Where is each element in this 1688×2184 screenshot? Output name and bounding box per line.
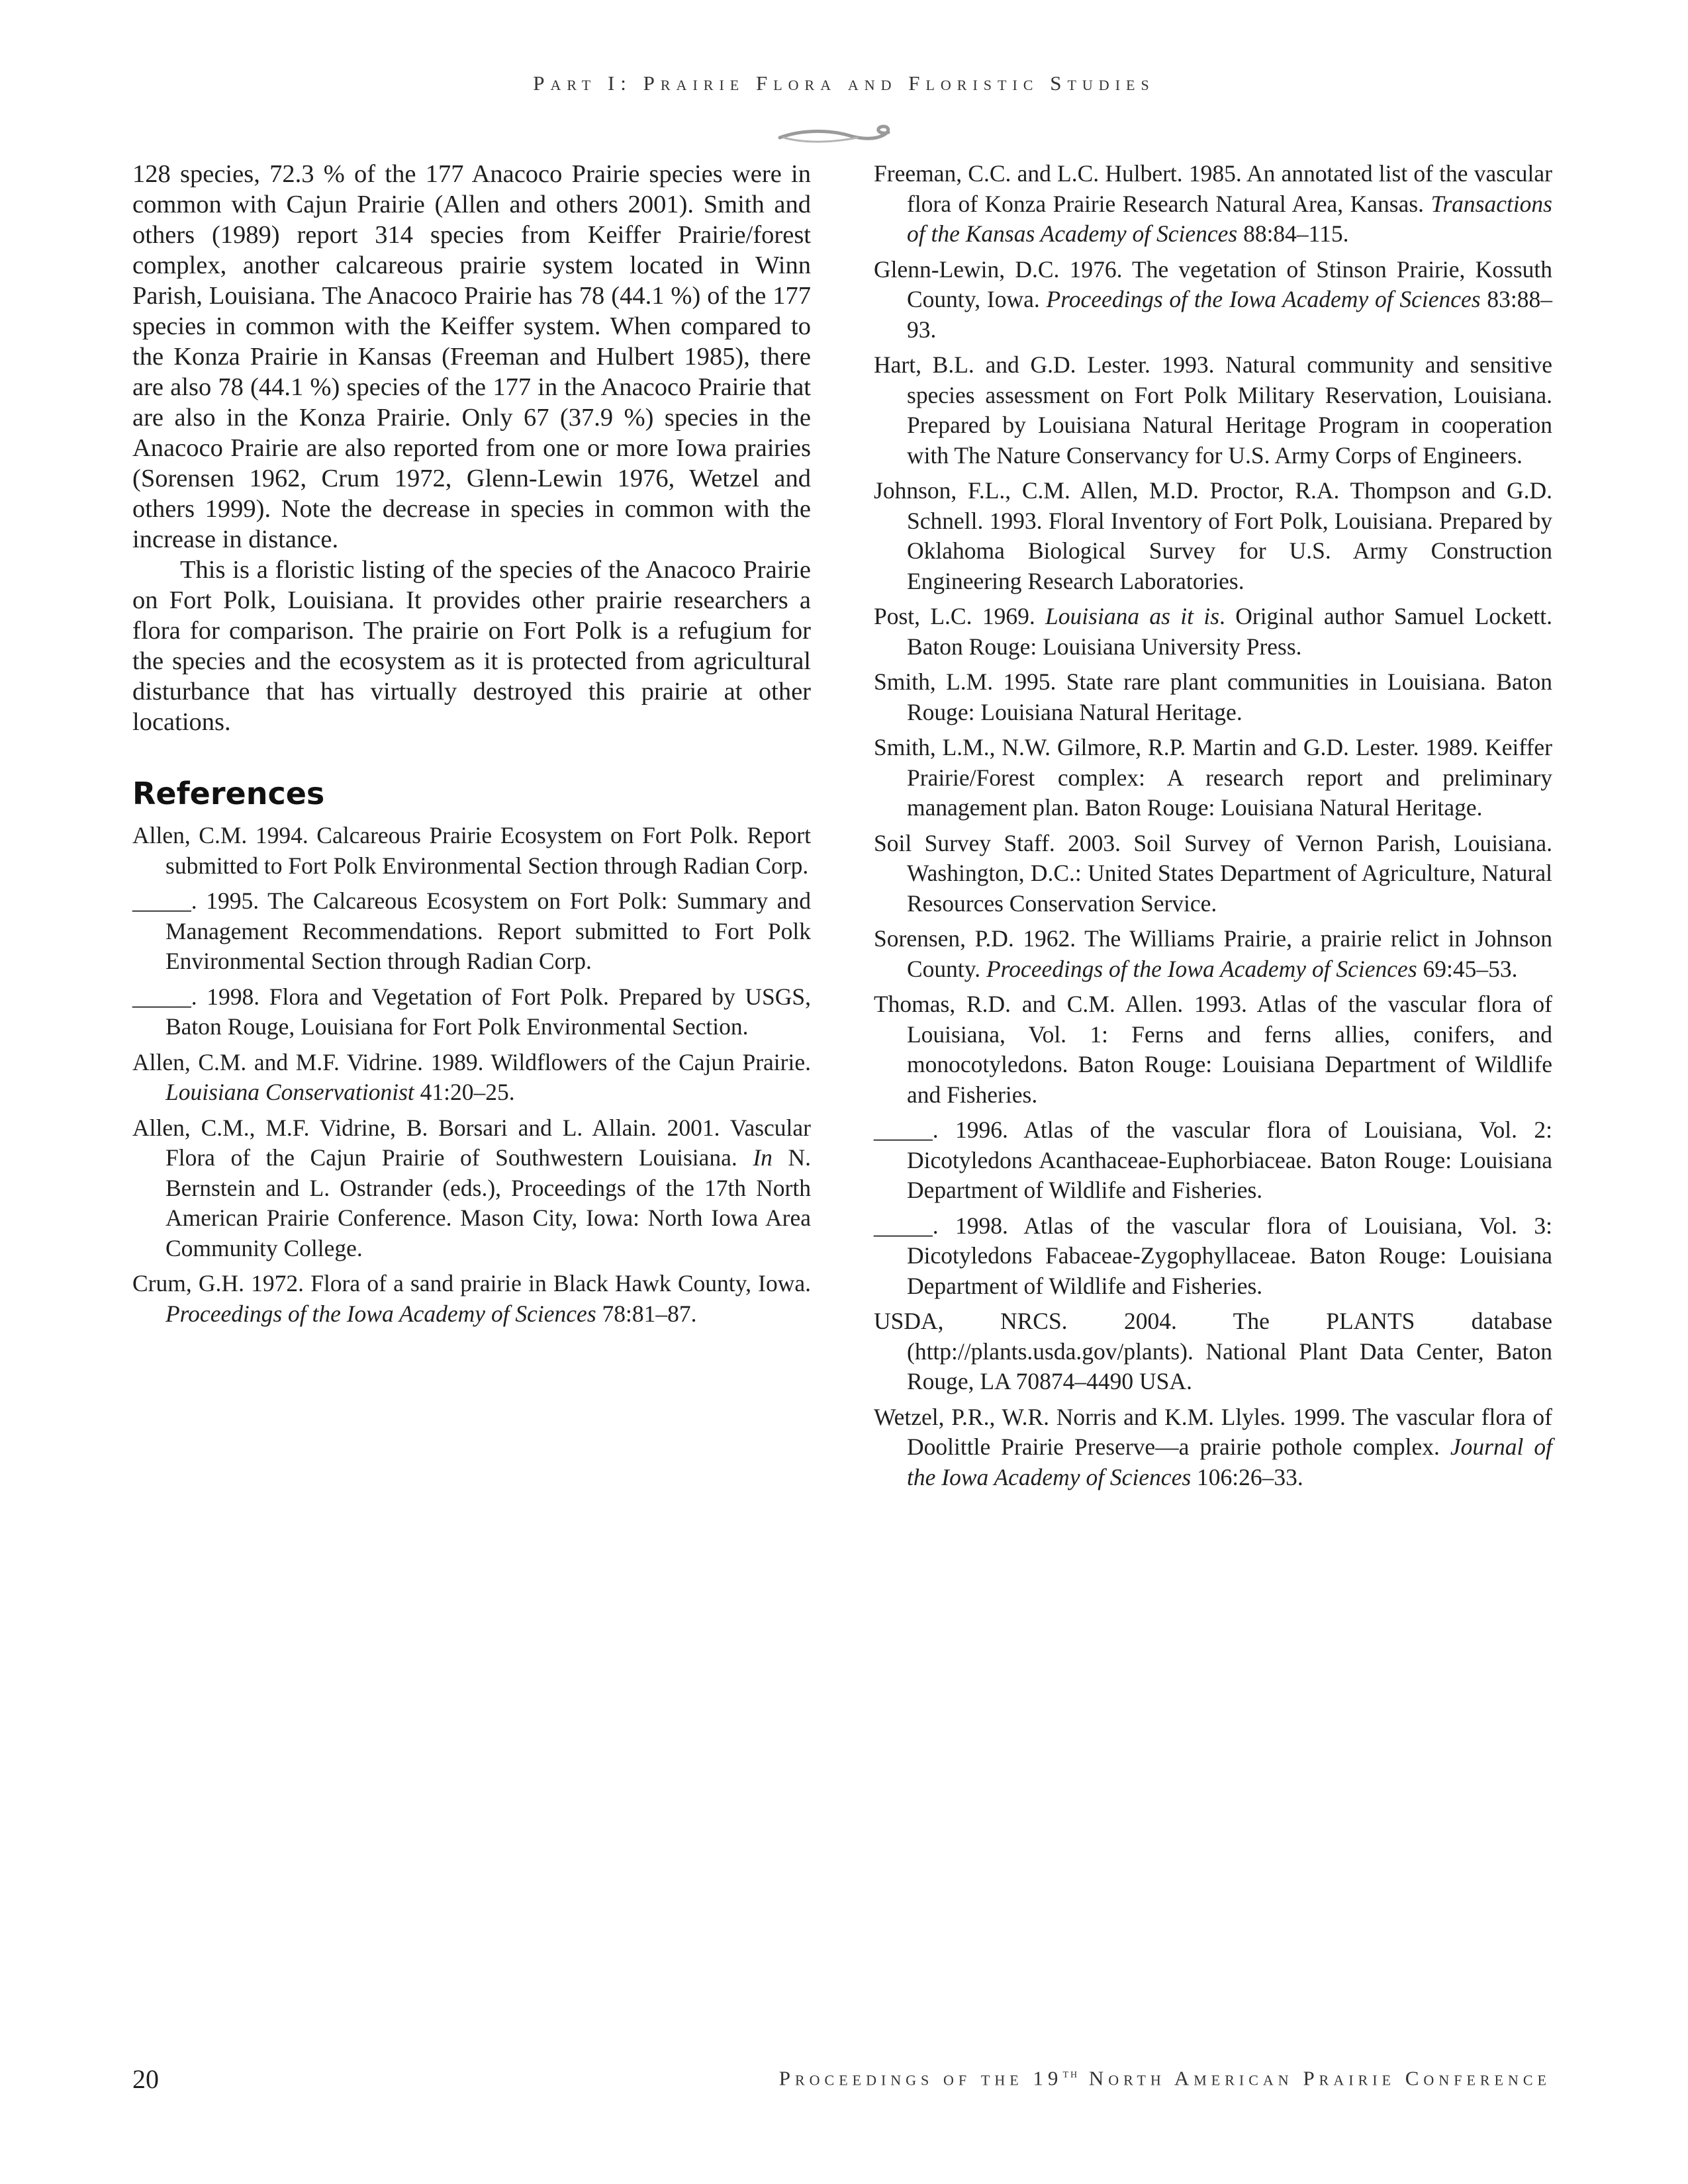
reference-item: _____. 1995. The Calcareous Ecosystem on Fort Polk: Summary and Management Recommendations. Report submitted to Fort Polk Environmental Section through Radian Corp.: [132, 887, 811, 974]
reference-item: Post, L.C. 1969. Louisiana as it is. Original author Samuel Lockett. Baton Rouge: Louisiana University Press.: [874, 603, 1552, 660]
reference-item: Smith, L.M. 1995. State rare plant communities in Louisiana. Baton Rouge: Louisiana Natural Heritage.: [874, 668, 1552, 725]
reference-item: Crum, G.H. 1972. Flora of a sand prairie in Black Hawk County, Iowa. Proceedings of the Iowa Academy of Sciences 78:81–87.: [132, 1270, 811, 1327]
reference-item: Soil Survey Staff. 2003. Soil Survey of Vernon Parish, Louisiana. Washington, D.C.: United States Department of Agriculture, Natural Resources Conservation Service.: [874, 829, 1552, 917]
left-column: [132, 159, 811, 1334]
reference-item: _____. 1998. Atlas of the vascular flora of Louisiana, Vol. 3: Dicotyledons Fabaceae-Zygophyllaceae. Baton Rouge: Louisiana Department of Wildlife and Fisheries.: [874, 1212, 1552, 1299]
reference-item: _____. 1996. Atlas of the vascular flora of Louisiana, Vol. 2: Dicotyledons Acanthaceae-Euphorbiaceae. Baton Rouge: Louisiana Department of Wildlife and Fisheries.: [874, 1116, 1552, 1203]
body-paragraph: This is a floristic listing of the species of the Anacoco Prairie on Fort Polk, Louisiana. It provides other prairie researchers a flora for comparison. The prairie on Fort Polk is a refugium for the species and the ecosystem as it is protected from agricultural disturbance that has virtually destroyed this prairie at other locations.: [132, 556, 811, 736]
references-list-right: [874, 159, 1552, 1492]
reference-item: Thomas, R.D. and C.M. Allen. 1993. Atlas of the vascular flora of Louisiana, Vol. 1: Ferns and ferns allies, conifers, and monocotyledons. Baton Rouge: Louisiana Department of Wildlife and Fisheries.: [874, 991, 1552, 1108]
running-head: Part I: Prairie Flora and Floristic Studies: [533, 71, 1155, 95]
reference-item: Freeman, C.C. and L.C. Hulbert. 1985. An annotated list of the vascular flora of Konza Prairie Research Natural Area, Kansas. Transactions of the Kansas Academy of Sciences 88:84–115.: [874, 160, 1552, 247]
reference-item: Johnson, F.L., C.M. Allen, M.D. Proctor, R.A. Thompson and G.D. Schnell. 1993. Floral Inventory of Fort Polk, Louisiana. Prepared by Oklahoma Biological Survey for U.S. Army Construction Engineering Research Laboratories.: [874, 477, 1552, 594]
reference-item: Allen, C.M. 1994. Calcareous Prairie Ecosystem on Fort Polk. Report submitted to Fort Polk Environmental Section through Radian Corp.: [132, 822, 811, 879]
references-heading: References: [132, 776, 325, 811]
page-number: 20: [132, 2064, 159, 2094]
reference-item: Sorensen, P.D. 1962. The Williams Prairie, a prairie relict in Johnson County. Proceedings of the Iowa Academy of Sciences 69:45–53.: [874, 925, 1552, 982]
reference-item: _____. 1998. Flora and Vegetation of Fort Polk. Prepared by USGS, Baton Rouge, Louisiana for Fort Polk Environmental Section.: [132, 983, 811, 1040]
reference-item: Allen, C.M. and M.F. Vidrine. 1989. Wildflowers of the Cajun Prairie. Louisiana Conservationist 41:20–25.: [132, 1048, 811, 1105]
reference-item: Smith, L.M., N.W. Gilmore, R.P. Martin and G.D. Lester. 1989. Keiffer Prairie/Forest complex: A research report and preliminary management plan. Baton Rouge: Louisiana Natural Heritage.: [874, 734, 1552, 821]
reference-item: Glenn-Lewin, D.C. 1976. The vegetation of Stinson Prairie, Kossuth County, Iowa. Proceedings of the Iowa Academy of Sciences 83:88–93.: [874, 255, 1552, 343]
reference-item: Wetzel, P.R., W.R. Norris and K.M. Llyles. 1999. The vascular flora of Doolittle Prairie Preserve—a prairie pothole complex. Journal of the Iowa Academy of Sciences 106:26–33.: [874, 1403, 1552, 1490]
reference-item: Hart, B.L. and G.D. Lester. 1993. Natural community and sensitive species assessment on Fort Polk Military Reservation, Louisiana. Prepared by Louisiana Natural Heritage Program in cooperation with The Nature Conservancy for U.S. Army Corps of Engineers.: [874, 351, 1552, 469]
body-paragraph: 128 species, 72.3 % of the 177 Anacoco Prairie species were in common with Cajun Prairie (Allen and others 2001). Smith and others (1989) report 314 species from Keiffer Prairie/forest complex, another calcareous prairie system located in Winn Parish, Louisiana. The Anacoco Prairie has 78 (44.1 %) of the 177 species in common with the Keiffer system. When compared to the Konza Prairie in Kansas (Freeman and Hulbert 1985), there are also 78 (44.1 %) species of the 177 in the Anacoco Prairie that are also in the Konza Prairie. Only 67 (37.9 %) species in the Anacoco Prairie are also reported from one or more Iowa prairies (Sorensen 1962, Crum 1972, Glenn-Lewin 1976, Wetzel and others 1999). Note the decrease in species in common with the increase in distance.: [132, 160, 811, 553]
references-list-left: [132, 821, 811, 1329]
reference-item: USDA, NRCS. 2004. The PLANTS database (http://plants.usda.gov/plants). National Plant Data Center, Baton Rouge, LA 70874–4490 USA.: [874, 1308, 1552, 1394]
footer-title: Proceedings of the 19th North American Prairie Conference: [778, 2066, 1551, 2090]
right-column: [874, 159, 1552, 1498]
reference-item: Allen, C.M., M.F. Vidrine, B. Borsari and L. Allain. 2001. Vascular Flora of the Cajun Prairie of Southwestern Louisiana. In N. Bernstein and L. Ostrander (eds.), Proceedings of the 17th North American Prairie Conference. Mason City, Iowa: North Iowa Area Community College.: [132, 1114, 811, 1261]
decorative-flourish-icon: [774, 118, 900, 151]
